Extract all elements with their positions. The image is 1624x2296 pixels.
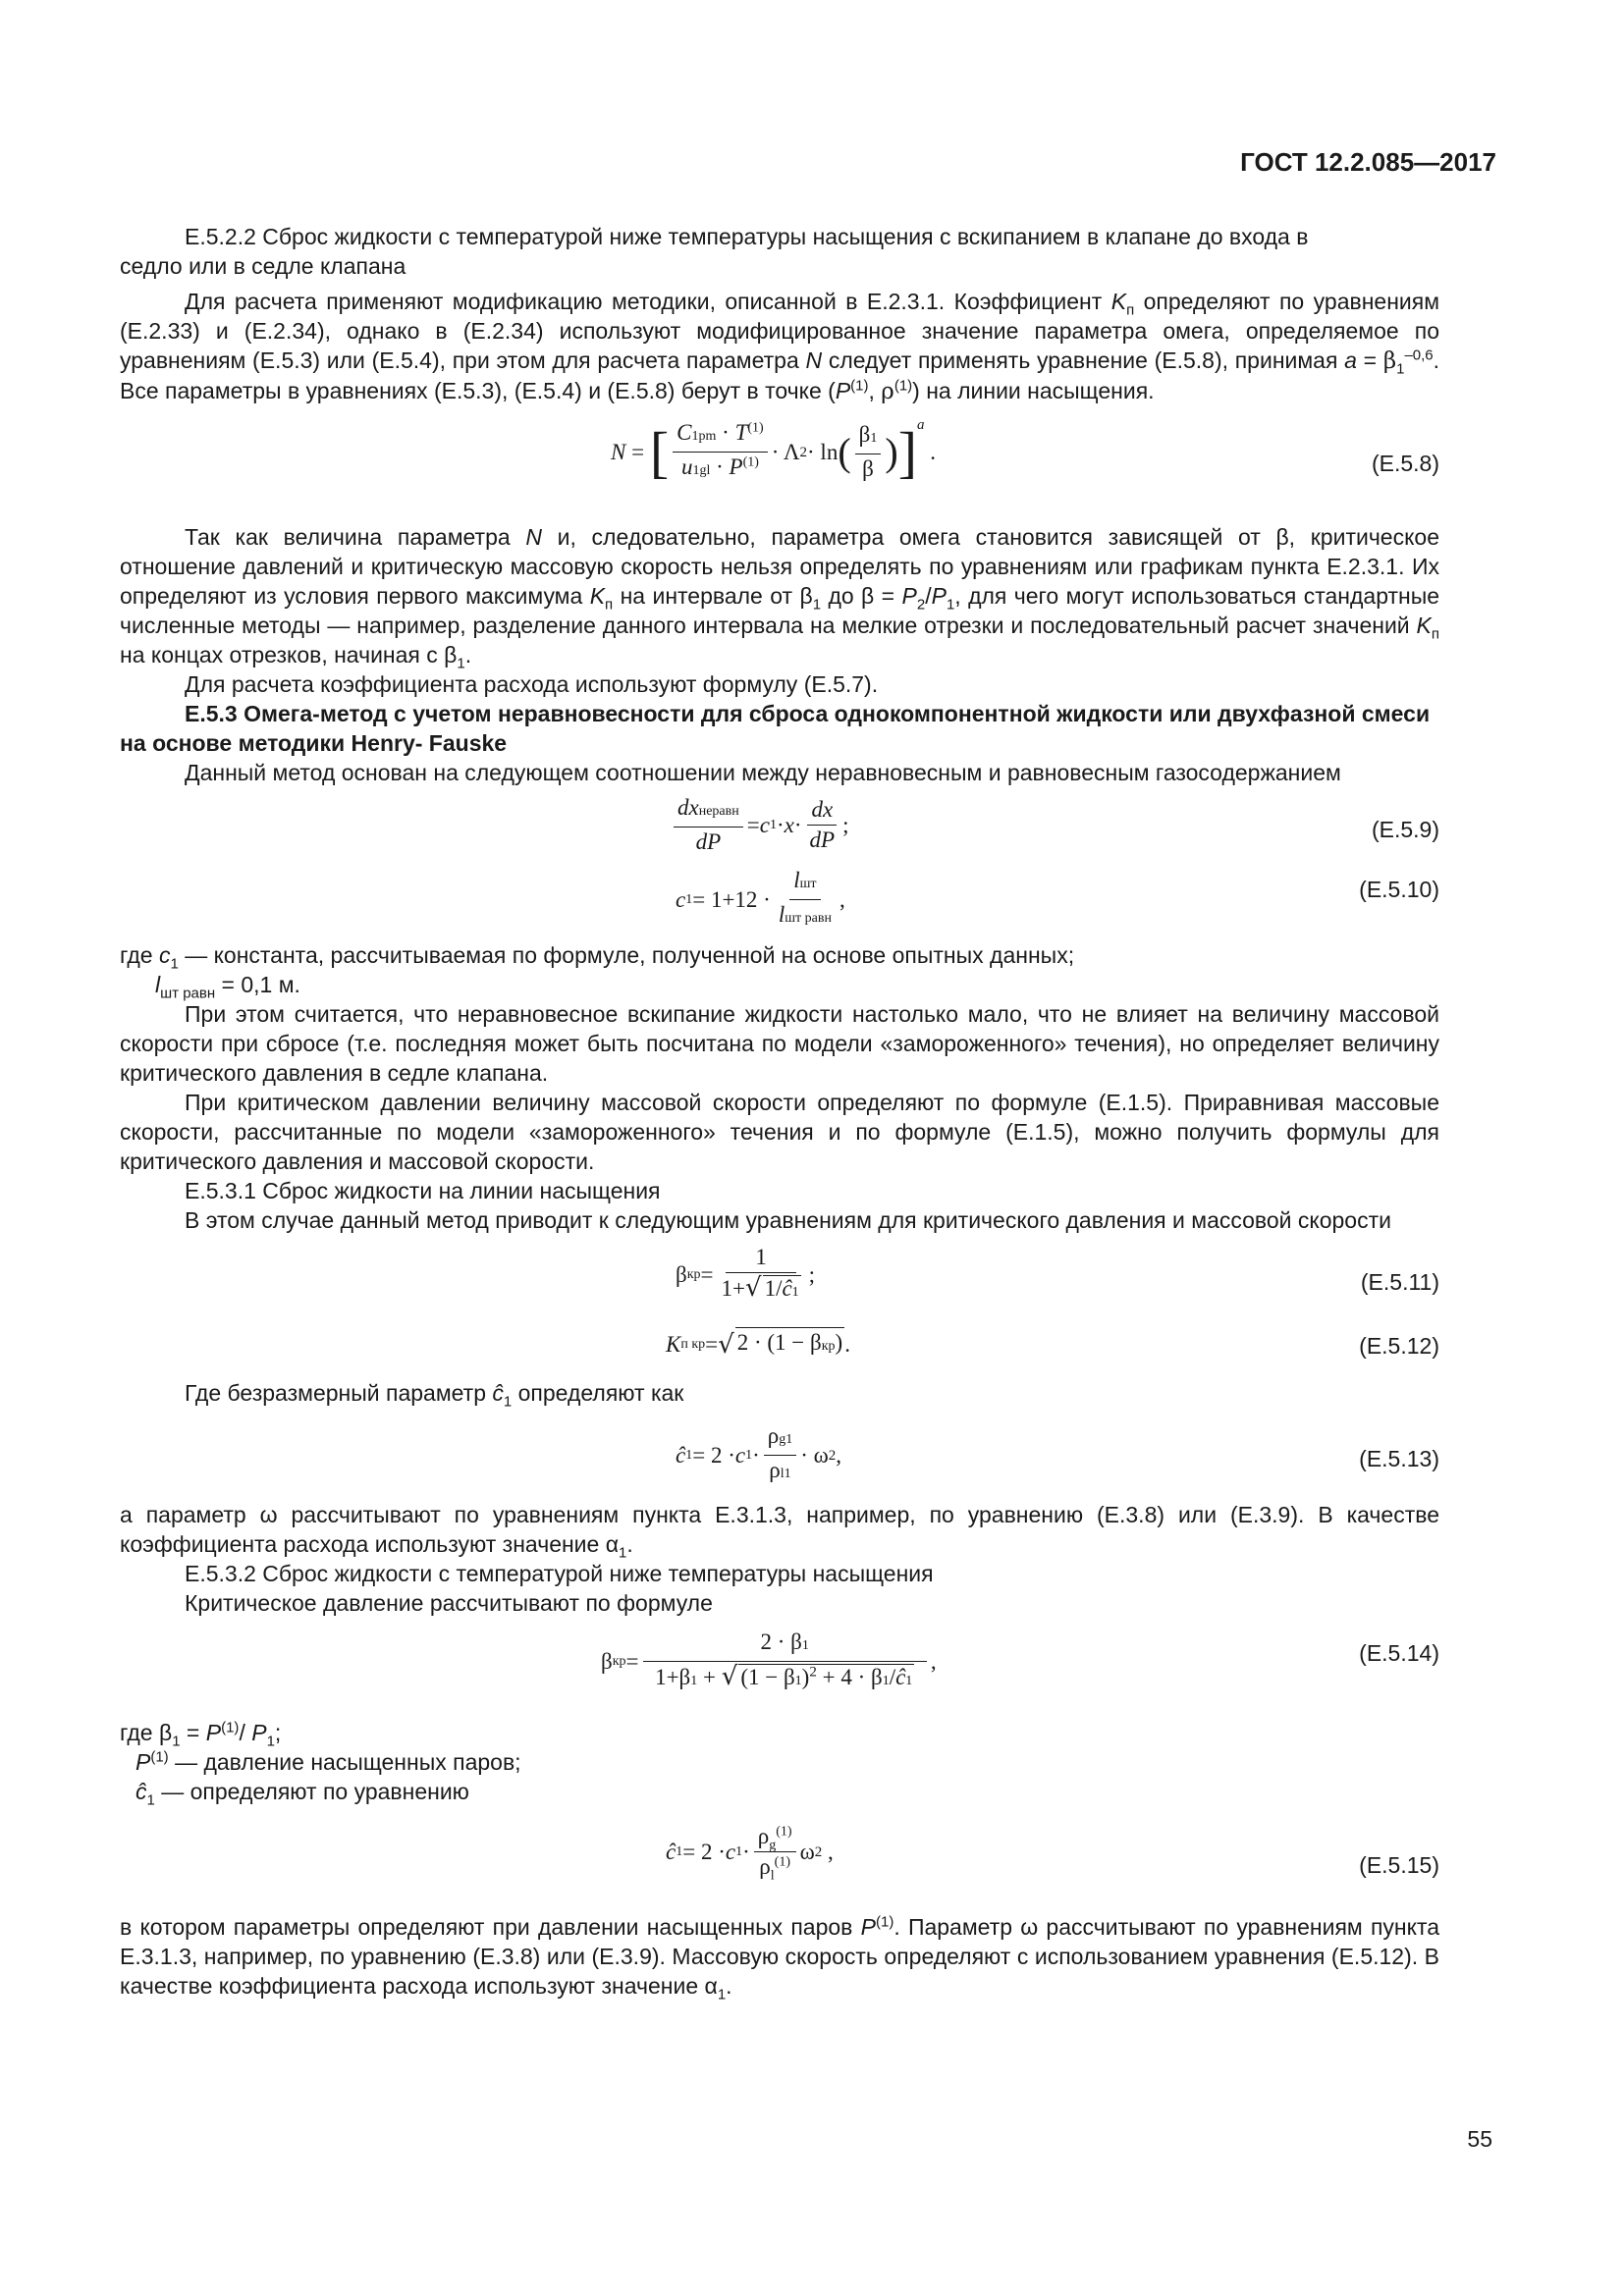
equation-number: (Е.5.12): [1359, 1333, 1439, 1359]
equation-e5-10: c 1 = 1+12 · $\frac{\text{lшт}}{\text{lшт равн}}$ , (Е.5.10): [676, 868, 1439, 927]
page-number: 55: [1467, 2126, 1492, 2152]
section-heading: Е.5.3 Омега-метод с учетом неравновесности для сброса однокомпонентной жидкости или двухфазной смеси на основе методики Henry- Fauske: [120, 701, 1431, 756]
equation-e5-11: β кр = $\frac{1}{1+√ 1/ĉ1}$ ; (Е.5.11): [120, 1241, 1439, 1323]
equation-e5-9: $\frac{\text{dxнеравн}}{dP}$ = c 1 · x · $\frac{dx}{dP}$ ; (Е.5.9): [120, 791, 1439, 868]
paragraph: В этом случае данный метод приводит к следующим уравнениям для критического давления и массовой скорости: [185, 1207, 1391, 1233]
page-content: [120, 222, 1439, 2001]
paragraph: При этом считается, что неравновесное вскипание жидкости настолько мало, что не влияет на величину массовой скорости при сбросе (т.е. последняя может быть посчитана по модели «замороженного» течения), но определяет величину критического давления в седле клапана.: [120, 1001, 1439, 1086]
list-item: $ĉ_1$ — определяют по уравнению: [135, 1779, 469, 1809]
paragraph: Где безразмерный параметр $ĉ_1$ определяют как: [185, 1380, 684, 1411]
equation-number: (Е.5.10): [1359, 877, 1439, 903]
paragraph: Для расчета коэффициента расхода используют формулу (Е.5.7).: [185, 671, 879, 697]
equation-number: (Е.5.13): [1359, 1446, 1439, 1471]
paragraph: где $c_1$ — константа, рассчитываемая по формуле, полученной на основе опытных данных;: [120, 942, 1075, 973]
list-item: $P^{(1)}$ — давление насыщенных паров;: [135, 1748, 521, 1775]
equation-number: (Е.5.8): [1371, 451, 1439, 476]
paragraph: а параметр ω рассчитывают по уравнениям пункта Е.3.1.3, например, по уравнению (Е.3.8) или (Е.3.9). В качестве коэффициента расхода используют значение $\alpha_1$.: [120, 1502, 1439, 1562]
paragraph: в котором параметры определяют при давлении насыщенных паров $P^{(1)}$. Параметр ω рассчитывают по уравнениям пункта Е.3.1.3, например, по уравнению (Е.3.8) или (Е.3.9). Массовую скорость определяют с использованием уравнения (Е.5.12). В качестве коэффициента расхода используют значение $\alpha_1$.: [120, 1913, 1440, 2003]
paragraph: При критическом давлении величину массовой скорости определяют по формуле (Е.1.5). Приравнивая массовые скорости, рассчитанные по модели «замороженного» течения и по формуле (Е.1.5), можно получить формулы для критического давления и массовой скорости.: [120, 1090, 1439, 1174]
equation-e5-12: K п кр = √ 2 · (1 − βкр) . (Е.5.12): [120, 1323, 1439, 1368]
equation-number: (Е.5.9): [1371, 817, 1439, 842]
paragraph: Е.5.2.2 Сброс жидкости с температурой ниже температуры насыщения с вскипанием в клапане до входа в: [185, 224, 1309, 249]
equation-number: (Е.5.11): [1360, 1269, 1439, 1295]
paragraph: Е.5.3.1 Сброс жидкости на линии насыщения: [185, 1178, 661, 1203]
document-header: ГОСТ 12.2.085—2017: [1240, 147, 1496, 177]
paragraph: Данный метод основан на следующем соотношении между неравновесным и равновесным газосодержанием: [185, 760, 1341, 785]
equation-e5-14: β кр = $\frac{2 \cdot \beta 1}{1+\beta 1 + √ (1 - \beta 1)^2 + 4 \cdot \beta 1/ĉ1}$ , (Е.5.14): [120, 1628, 1439, 1712]
paragraph: Для расчета применяют модификацию методики, описанной в Е.2.3.1. Коэффициент $K_п$ определяют по уравнениям (Е.2.33) и (Е.2.34), однако в (Е.2.34) используют модифицированное значение параметра омега, определяемое по уравнениям (Е.5.3) или (Е.5.4), при этом для расчета параметра N следует применять уравнение (Е.5.8), принимая $a = \beta_1^{-0,6}$. Все параметры в уравнениях (Е.5.3), (Е.5.4) и (Е.5.8) берут в точке ($P^{(1)}$, $\rho^{(1)}$) на линии насыщения.: [120, 289, 1440, 404]
equation-e5-8: N = [ $\frac{C1pm \cdot T^{(1)}}{u1gl \cdot P^{(1)}}$ · Λ 2 · ln ( $\frac{\beta 1}{\beta}$ ) ] $^a$ . (Е.5.8): [611, 416, 1439, 484]
paragraph: где $\beta_1 = P^{(1)}/$ $P_1$;: [120, 1719, 282, 1750]
paragraph: Е.5.3.2 Сброс жидкости с температурой ниже температуры насыщения: [185, 1561, 934, 1586]
paragraph: Так как величина параметра N и, следовательно, параметра омега становится зависящей от β, критическое отношение давлений и критическую массовую скорость нельзя определять по уравнениям или графикам пункта Е.2.3.1. Их определяют из условия первого максимума $K_п$ на интервале от $\beta_1$ до $\beta = P_2/P_1$, для чего могут использоваться стандартные численные методы — например, разделение данного интервала на мелкие отрезки и последовательный расчет значений $K_п$ на концах отрезков, начиная с $\beta_1$.: [120, 524, 1440, 672]
equation-number: (Е.5.15): [1359, 1852, 1439, 1878]
equation-number: (Е.5.14): [1359, 1639, 1439, 1666]
paragraph: седло или в седле клапана: [120, 253, 406, 279]
equation-e5-15: ĉ 1 = 2 · c 1 · $\frac{\rho_g^{(1)}}{\rho_l^{(1)}}$ ω 2 , (Е.5.15): [666, 1824, 1439, 1884]
equation-e5-13: ĉ 1 = 2 · c 1 · $\frac{\rho g1}{\rho l1}$ · ω 2 , (Е.5.13): [676, 1423, 1439, 1482]
paragraph: Критическое давление рассчитывают по формуле: [185, 1590, 713, 1616]
list-item: $l_{шт равн} = 0,1$ м.: [155, 972, 300, 1002]
